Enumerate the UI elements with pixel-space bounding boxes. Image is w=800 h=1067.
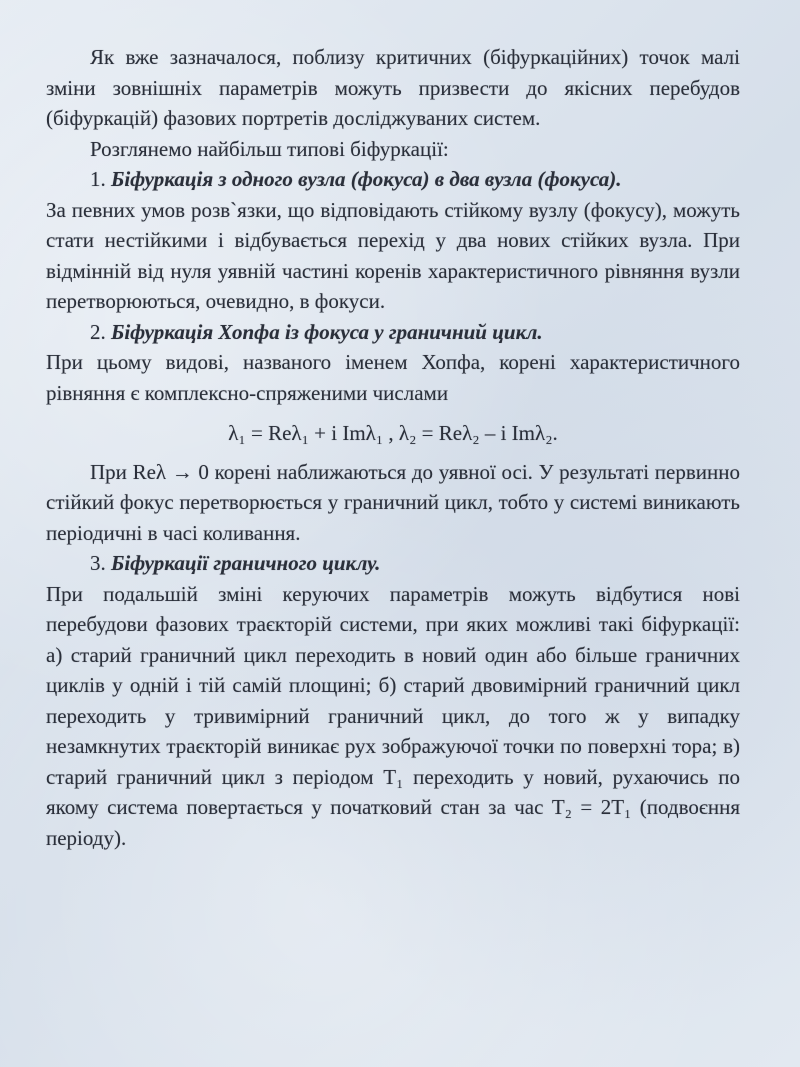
item-1-number: 1. [90, 167, 106, 191]
item-2-text-a: При цьому видові, названого іменем Хопфа, корені характеристичного рівняння є комплексно-спряженими числами [46, 350, 740, 405]
item-2-number: 2. [90, 319, 106, 344]
item-3-text: При подальшій зміні керуючих параметрів можуть відбутися нові перебудови фазових траєкторій системи, при яких можливі такі біфуркації: а) старий граничний цикл переходить в новий один або більше граничних циклів у одній і тій самій площині; б) старий двовимірний граничний цикл переходить у тривимірний граничний цикл, до того ж у випадку незамкнутих траєкторій виникає рух зображуючої точки по поверхні тора; в) старий граничний цикл з періодом T₁ переходить у новий, рухаючись по якому система повертається у початковий стан за час T₂ = 2T₁ (подвоєння періоду). [46, 581, 740, 850]
item-2 [46, 317, 740, 348]
item-3 [46, 548, 740, 579]
consider-paragraph: Розглянемо найбільш типові біфуркації: [90, 136, 449, 161]
item-3-number: 3. [90, 551, 106, 575]
intro-paragraph: Як вже зазначалося, поблизу критичних (біфуркаційних) точок малі зміни зовнішніх параметрів можуть призвести до якісних перебудов (біфуркацій) фазових портретів досліджуваних систем. [46, 45, 740, 130]
eigenvalue-formula: λ₁ = Reλ₁ + i Imλ₁ , λ₂ = Reλ₂ – i Imλ₂. [228, 421, 558, 445]
document-page [46, 42, 740, 853]
item-2-title: Біфуркація Хопфа із фокуса у граничний цикл. [111, 319, 543, 344]
item-1 [46, 164, 740, 195]
item-3-title: Біфуркації граничного циклу. [111, 551, 381, 575]
item-2-text-b: При Reλ → 0 корені наближаються до уявної осі. У результаті первинно стійкий фокус перетворюється у граничний цикл, тобто у системі виникають періодичні в часі коливання. [46, 459, 740, 545]
item-1-title: Біфуркація з одного вузла (фокуса) в два вузла (фокуса). [111, 167, 622, 191]
item-1-text: За певних умов розв`язки, що відповідають стійкому вузлу (фокусу), можуть стати нестійкими і відбувається перехід у два нових стійких вузла. При відмінній від нуля уявній частині коренів характеристичного рівняння вузли перетворюються, очевидно, в фокуси. [46, 197, 740, 313]
